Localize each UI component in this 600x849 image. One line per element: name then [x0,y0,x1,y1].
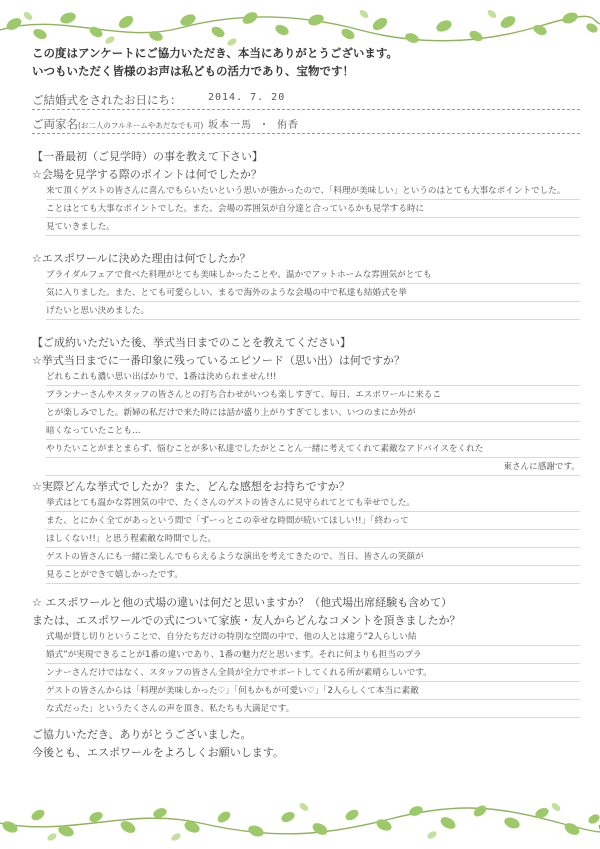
s2-q2-answer-line: ほしくない!!」と思う程素敵な時間でした。 [46,534,217,544]
s3-answer-line: 式場が貸し切りということで、自分たちだけの特別な空間の中で、他の人とは違う“2人らしい結 [46,632,417,642]
s1-q2-answer-line: ブライダルフェアで食べた料理がとても美味しかったことや、温かでアットホームな雰囲気がとても [46,270,432,280]
family-name-label [32,116,203,132]
s3-answer-line: ンナーさんだけではなく、スタッフの皆さん全員が全力でサポートしてくれる所が素晴らしいです。 [46,668,432,678]
section-2-heading: 【ご成約いただいた後、挙式当日までのことを教えてください】 [32,336,351,349]
s2-q2-answer-line: 見ることができて嬉しかったです。 [46,570,183,580]
s2-q1-question: ☆挙式当日までに一番印象に残っているエピソード（思い出）は何ですか？ [32,354,405,367]
outro-line-2: 今後とも、エスポワールをよろしくお願いします。 [32,746,284,759]
survey-sheet [32,44,580,762]
s2-q1-answer-line: やりたいことがまとまらず、悩むことが多い私達でしたがとことん一緒に考えてくれて素敵なアドバイスをくれた [46,444,484,454]
s1-q1-answer-line: ことはとても大事なポイントでした。また、会場の雰囲気が自分達と合っているかも見学する時に [46,204,425,214]
s2-q1-answer-line: どれもこれも濃い思い出ばかりで、1番は決められません!!! [46,372,277,382]
s1-q2-answer [46,266,580,320]
family-name-note: (お二人のフルネームやあだなでも可) [78,121,204,130]
s2-q1-answer-line: とが楽しみでした。新婦の私だけで来た時には話が盛り上がりすぎてしまい、いつのまにか外が [46,408,416,418]
wedding-date-label: ご結婚式をされたお日にち： [32,93,182,107]
s1-q1-answer [46,182,580,236]
s3-answer-line: 婚式”が実現できることが1番の違いであり、1番の魅力だと思います。それに何よりも担当のプラ [46,650,422,660]
s1-q2-answer-line: 気に入りました。また、とても可愛らしい、まるで海外のような会場の中で私達も結婚式を挙 [46,288,407,298]
wedding-date-value: 2014. 7. 20 [208,92,286,103]
family-name-label-text: ご両家名 [32,117,78,131]
s2-q2-answer [46,494,580,584]
s1-q2-question: ☆エスポワールに決めた理由は何でしたか？ [32,252,251,265]
wedding-date-field [32,90,580,110]
family-name-value: 坂本一馬 ・ 侑香 [208,120,300,131]
s1-q1-answer-line: 来て頂くゲストの皆さんに喜んでもらいたいという思いが強かったので、「料理が美味しい」というのはとても大事なポイントでした。 [46,186,566,196]
s1-q2-answer-line: げたいと思い決めました。 [46,306,150,316]
s3-answer-line: な式だった」というたくさんの声を頂き、私たちも大満足です。 [46,704,295,714]
family-name-field [32,114,580,134]
family-name-underline [32,133,580,134]
s3-question-2: または、エスポワールでの式について家族・友人からどんなコメントを頂きましたか？ [32,614,461,627]
intro-line-1: この度はアンケートにご協力いただき、本当にありがとうございます。 [32,46,398,60]
s3-question-1: ☆ エスポワールと他の式場の違いは何だと思いますか？（他式場出席経験も含めて） [32,596,453,609]
s2-q2-answer-line: ゲストの皆さんにも一緒に楽しんでもらえるような演出を考えてきたので、当日、皆さんの笑顔が [46,552,424,562]
s1-q1-question: ☆会場を見学する際のポイントは何でしたか？ [32,168,262,181]
section-1-heading: 【一番最初（ご見学時）の事を教えて下さい】 [32,150,263,163]
outro-line-1: ご協力いただき、ありがとうございました。 [32,728,252,741]
s2-q2-answer-line: また、とにかく全てがあっという間で「ずーっとこの幸せな時間が続いてほしい!!」「終わって [46,516,409,526]
s2-q1-answer-tail: 東さんに感謝です。 [503,462,580,472]
intro-line-2: いつもいただく皆様のお声は私どもの活力であり、宝物です！ [32,64,354,78]
s2-q1-answer [46,368,580,476]
s2-q1-answer-line: プランナーさんやスタッフの皆さんとの打ち合わせがいつも楽しすぎて、毎日、エスポワールに来るこ [46,390,441,400]
wedding-date-underline [32,109,580,110]
vine-border-bottom [0,793,600,849]
s2-q2-answer-line: 挙式はとても温かな雰囲気の中で、たくさんのゲストの皆さんに見守られてとても幸せでした。 [46,498,416,508]
s2-q1-answer-line: 暗くなっていたことも… [46,426,141,436]
s3-answer [46,628,580,718]
s1-q1-answer-line: 見ていきました。 [46,222,115,232]
s3-answer-line: ゲストの皆さんからは「料理が美味しかった♡」「何もかもが可愛い♡」「2人らしくて本当に素敵 [46,686,419,696]
s2-q2-question: ☆実際どんな挙式でしたか？また、どんな感想をお持ちですか？ [32,480,350,493]
